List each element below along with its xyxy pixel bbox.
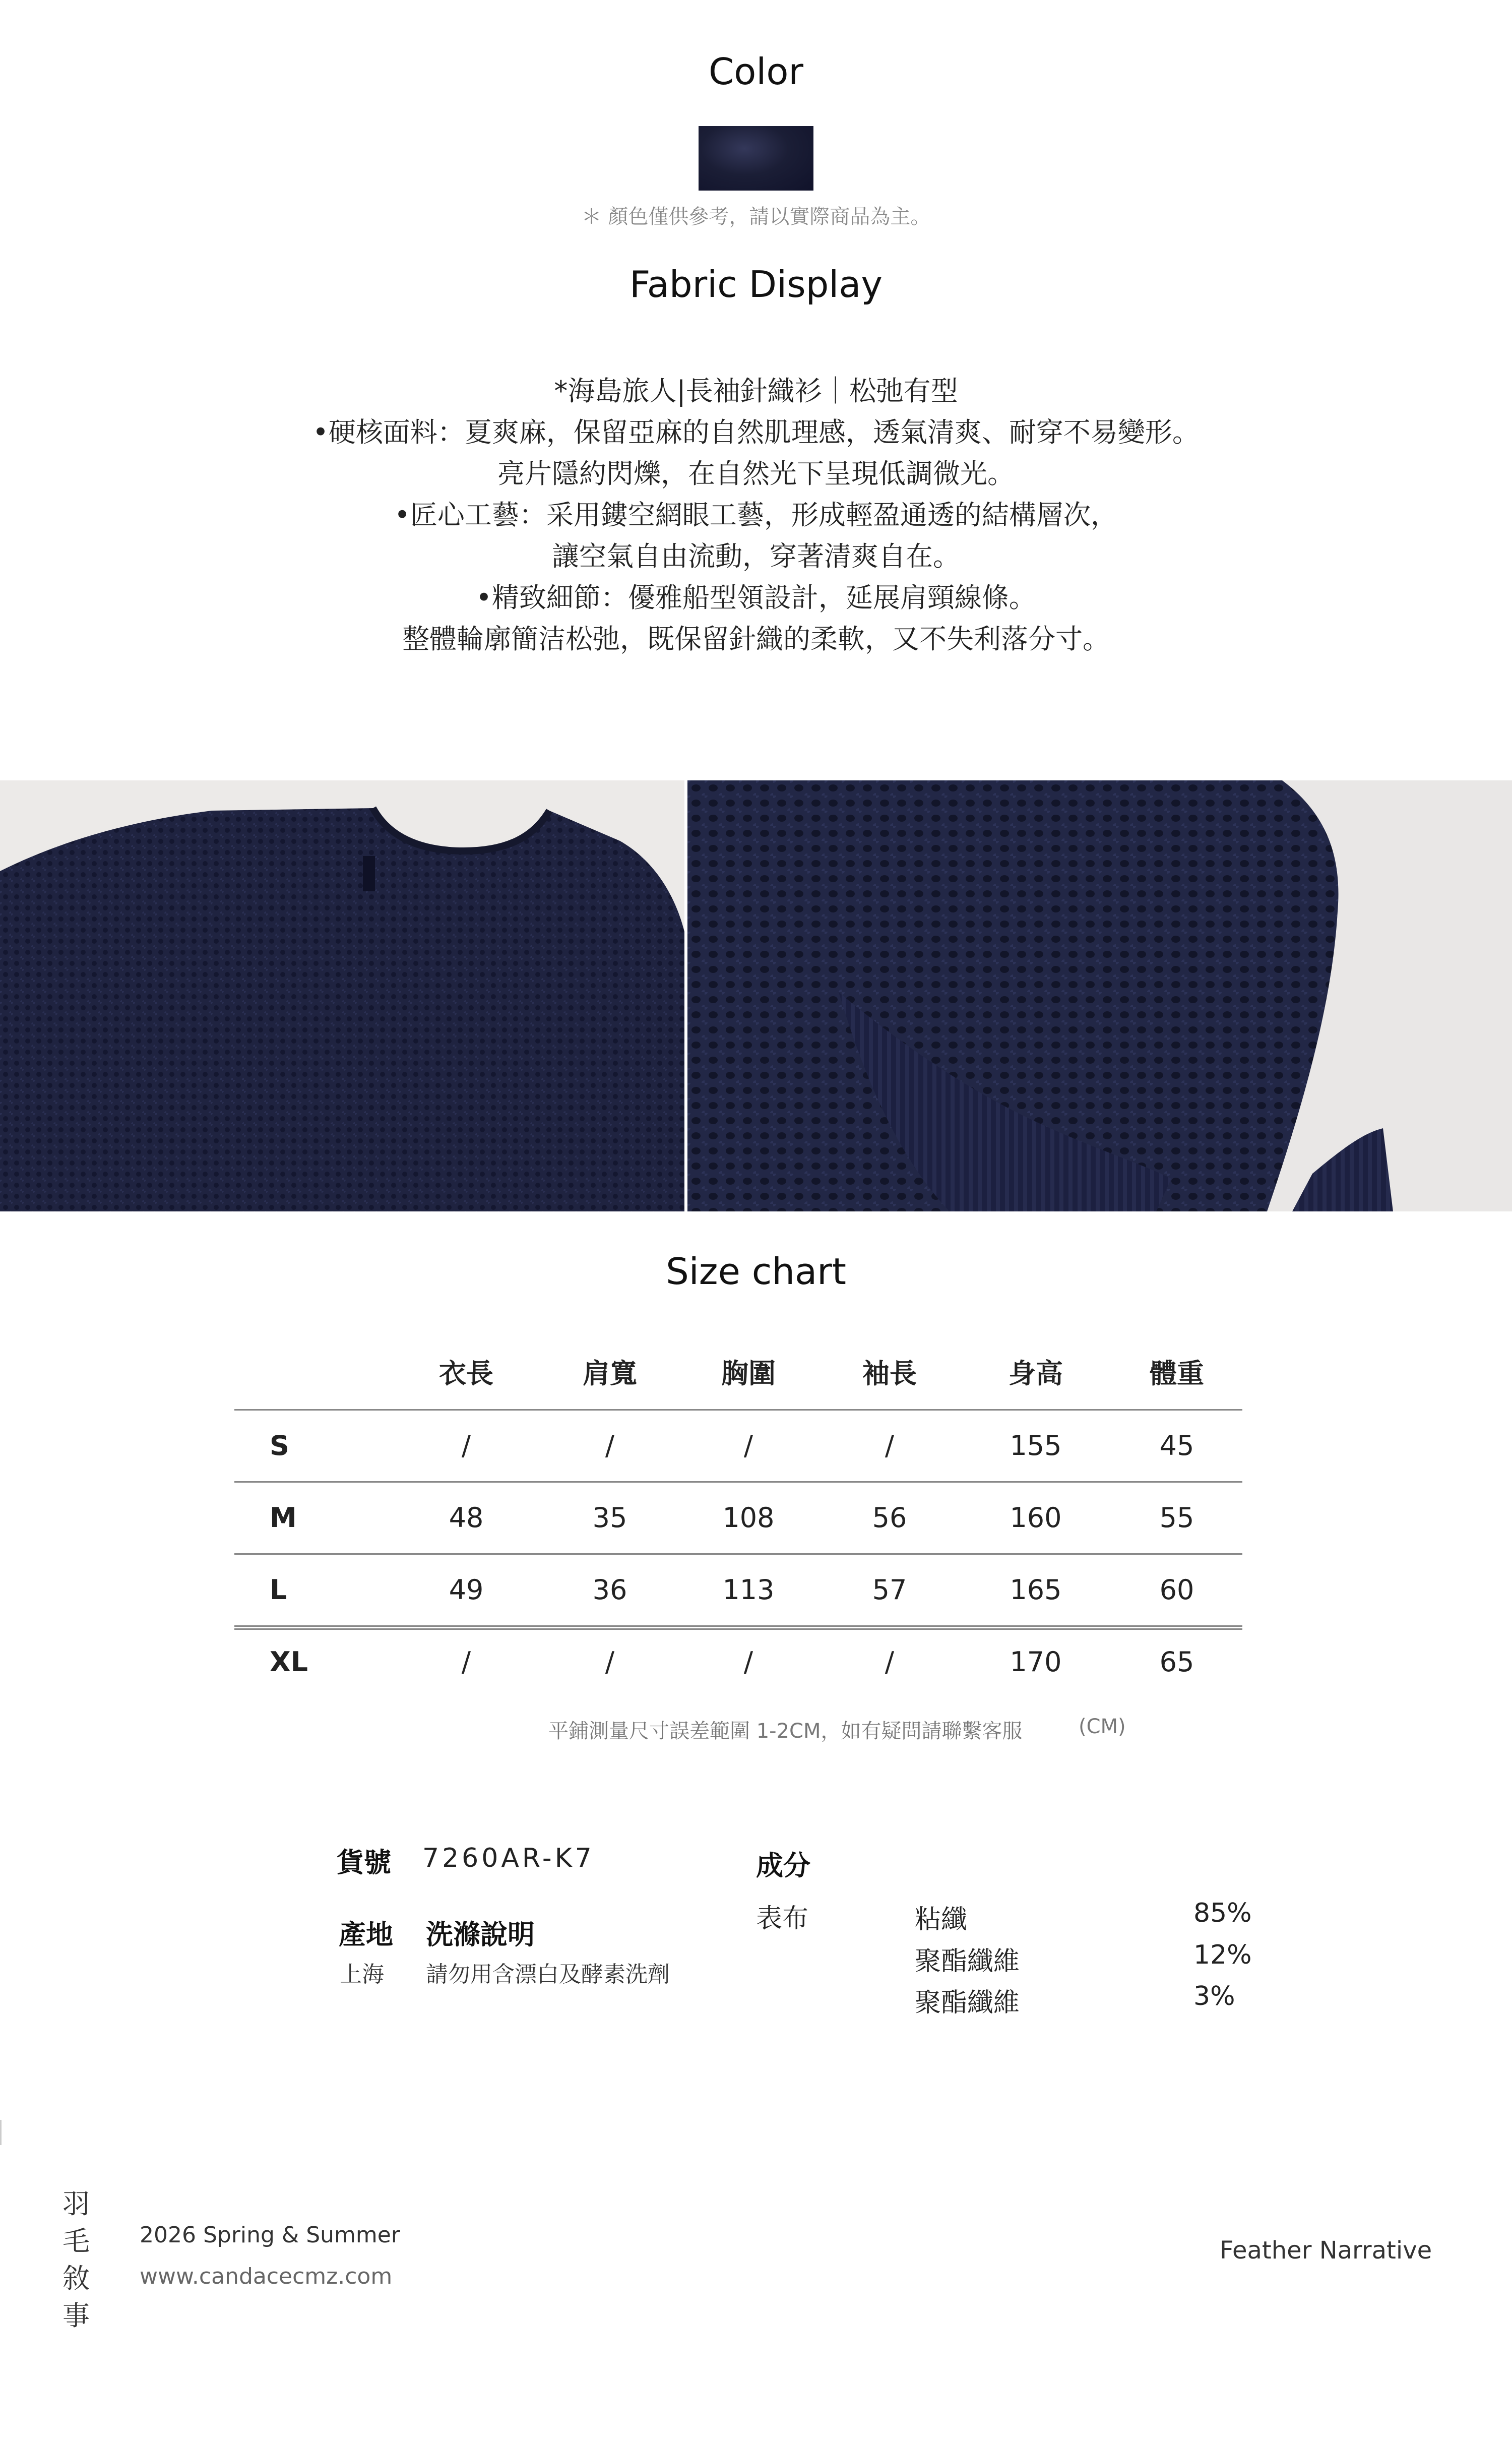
- material-percent: 3%: [1193, 1981, 1235, 2011]
- table-cell: 155: [1010, 1430, 1062, 1461]
- origin-label: 產地: [339, 1919, 393, 1950]
- size-table-header: [234, 1338, 1242, 1409]
- fabric-line: *海島旅人|長袖針織衫｜松弛有型: [554, 375, 958, 407]
- care-value: 請勿用含漂白及酵素洗劑: [426, 1962, 670, 1987]
- brand-char: 毛: [62, 2225, 90, 2257]
- size-label: S: [270, 1430, 289, 1461]
- fabric-title: Fabric Display: [629, 263, 883, 306]
- size-label: L: [270, 1574, 287, 1606]
- website-link[interactable]: www.candacecmz.com: [140, 2264, 393, 2289]
- table-cell: 45: [1159, 1430, 1194, 1461]
- material-name: 粘纖: [915, 1905, 968, 1935]
- fabric-line: •匠心工藝：采用鏤空網眼工藝，形成輕盈通透的結構層次，: [394, 499, 1118, 531]
- fabric-line: 讓空氣自由流動，穿著清爽自在。: [552, 540, 960, 572]
- table-row: [234, 1553, 1242, 1625]
- table-cell: 49: [449, 1574, 484, 1606]
- table-cell: 113: [722, 1574, 775, 1606]
- size-chart-title: Size chart: [666, 1250, 846, 1293]
- tagline: Feather Narrative: [1220, 2236, 1432, 2265]
- size-label: M: [270, 1502, 297, 1534]
- table-cell: 48: [449, 1502, 484, 1534]
- table-cell: 57: [872, 1574, 907, 1606]
- brand-char: 事: [62, 2300, 90, 2332]
- table-cell: /: [743, 1430, 753, 1461]
- table-bottom-rule: [234, 1628, 1242, 1630]
- sweater-front-illustration: [0, 780, 684, 1211]
- column-header: 身高: [1009, 1358, 1063, 1389]
- table-row: [234, 1625, 1242, 1697]
- composition-label: 成分: [756, 1850, 810, 1881]
- sku-label: 貨號: [337, 1847, 391, 1878]
- table-cell: /: [885, 1646, 895, 1678]
- brand-char: 羽: [62, 2188, 90, 2220]
- brand-vertical-name: [62, 2185, 98, 2335]
- column-header: 肩寬: [583, 1358, 637, 1389]
- table-cell: /: [605, 1646, 615, 1678]
- material-percent: 12%: [1193, 1940, 1252, 1970]
- fabric-description: [0, 371, 1512, 660]
- season-label: 2026 Spring & Summer: [140, 2222, 400, 2248]
- measurement-note: 平鋪測量尺寸誤差範圍 1-2CM，如有疑問請聯繫客服: [548, 1720, 1023, 1743]
- column-header: 袖長: [862, 1358, 917, 1389]
- column-header: 胸圍: [721, 1358, 776, 1389]
- table-cell: 55: [1159, 1502, 1194, 1534]
- table-row: [234, 1481, 1242, 1553]
- material-percent: 85%: [1193, 1898, 1252, 1928]
- color-title: Color: [709, 50, 803, 93]
- table-cell: 65: [1159, 1646, 1194, 1678]
- table-cell: 36: [592, 1574, 627, 1606]
- column-header: 體重: [1150, 1358, 1204, 1389]
- table-cell: 60: [1159, 1574, 1194, 1606]
- table-cell: 35: [592, 1502, 627, 1534]
- sweater-photo-front: [0, 780, 684, 1211]
- fabric-part: 表布: [756, 1904, 809, 1934]
- fabric-line: 整體輪廓簡洁松弛，既保留針織的柔軟，又不失利落分寸。: [402, 623, 1110, 655]
- table-cell: /: [605, 1430, 615, 1461]
- sweater-detail-illustration: [687, 780, 1512, 1211]
- origin-value: 上海: [340, 1962, 384, 1987]
- table-cell: /: [743, 1646, 753, 1678]
- color-swatch[interactable]: [699, 126, 813, 191]
- fabric-line: •硬核面料：夏爽麻，保留亞麻的自然肌理感，透氣清爽、耐穿不易變形。: [312, 416, 1200, 448]
- table-cell: /: [461, 1430, 471, 1461]
- material-name: 聚酯纖維: [915, 1946, 1020, 1977]
- material-name: 聚酯纖維: [915, 1988, 1020, 2018]
- table-cell: /: [885, 1430, 895, 1461]
- size-table: [234, 1338, 1242, 1697]
- unit-label: (CM): [1079, 1715, 1126, 1738]
- sweater-photo-detail: [687, 780, 1512, 1211]
- fabric-line: •精致細節：優雅船型領設計，延展肩頸線條。: [476, 582, 1036, 614]
- table-cell: /: [461, 1646, 471, 1678]
- table-cell: 165: [1010, 1574, 1062, 1606]
- table-row: [234, 1409, 1242, 1481]
- care-label: 洗滌說明: [426, 1919, 535, 1950]
- table-cell: 108: [722, 1502, 775, 1534]
- edge-divider: [0, 2120, 2, 2145]
- brand-char: 敘: [62, 2263, 90, 2294]
- table-cell: 170: [1010, 1646, 1062, 1678]
- fabric-line: 亮片隱約閃爍，在自然光下呈現低調微光。: [497, 458, 1015, 490]
- color-note: ＊ 顏色僅供參考，請以實際商品為主。: [581, 205, 931, 228]
- table-cell: 160: [1010, 1502, 1062, 1534]
- sku-value: 7260AR-K7: [422, 1843, 595, 1873]
- table-cell: 56: [872, 1502, 907, 1534]
- column-header: 衣長: [439, 1358, 493, 1389]
- size-label: XL: [270, 1646, 308, 1678]
